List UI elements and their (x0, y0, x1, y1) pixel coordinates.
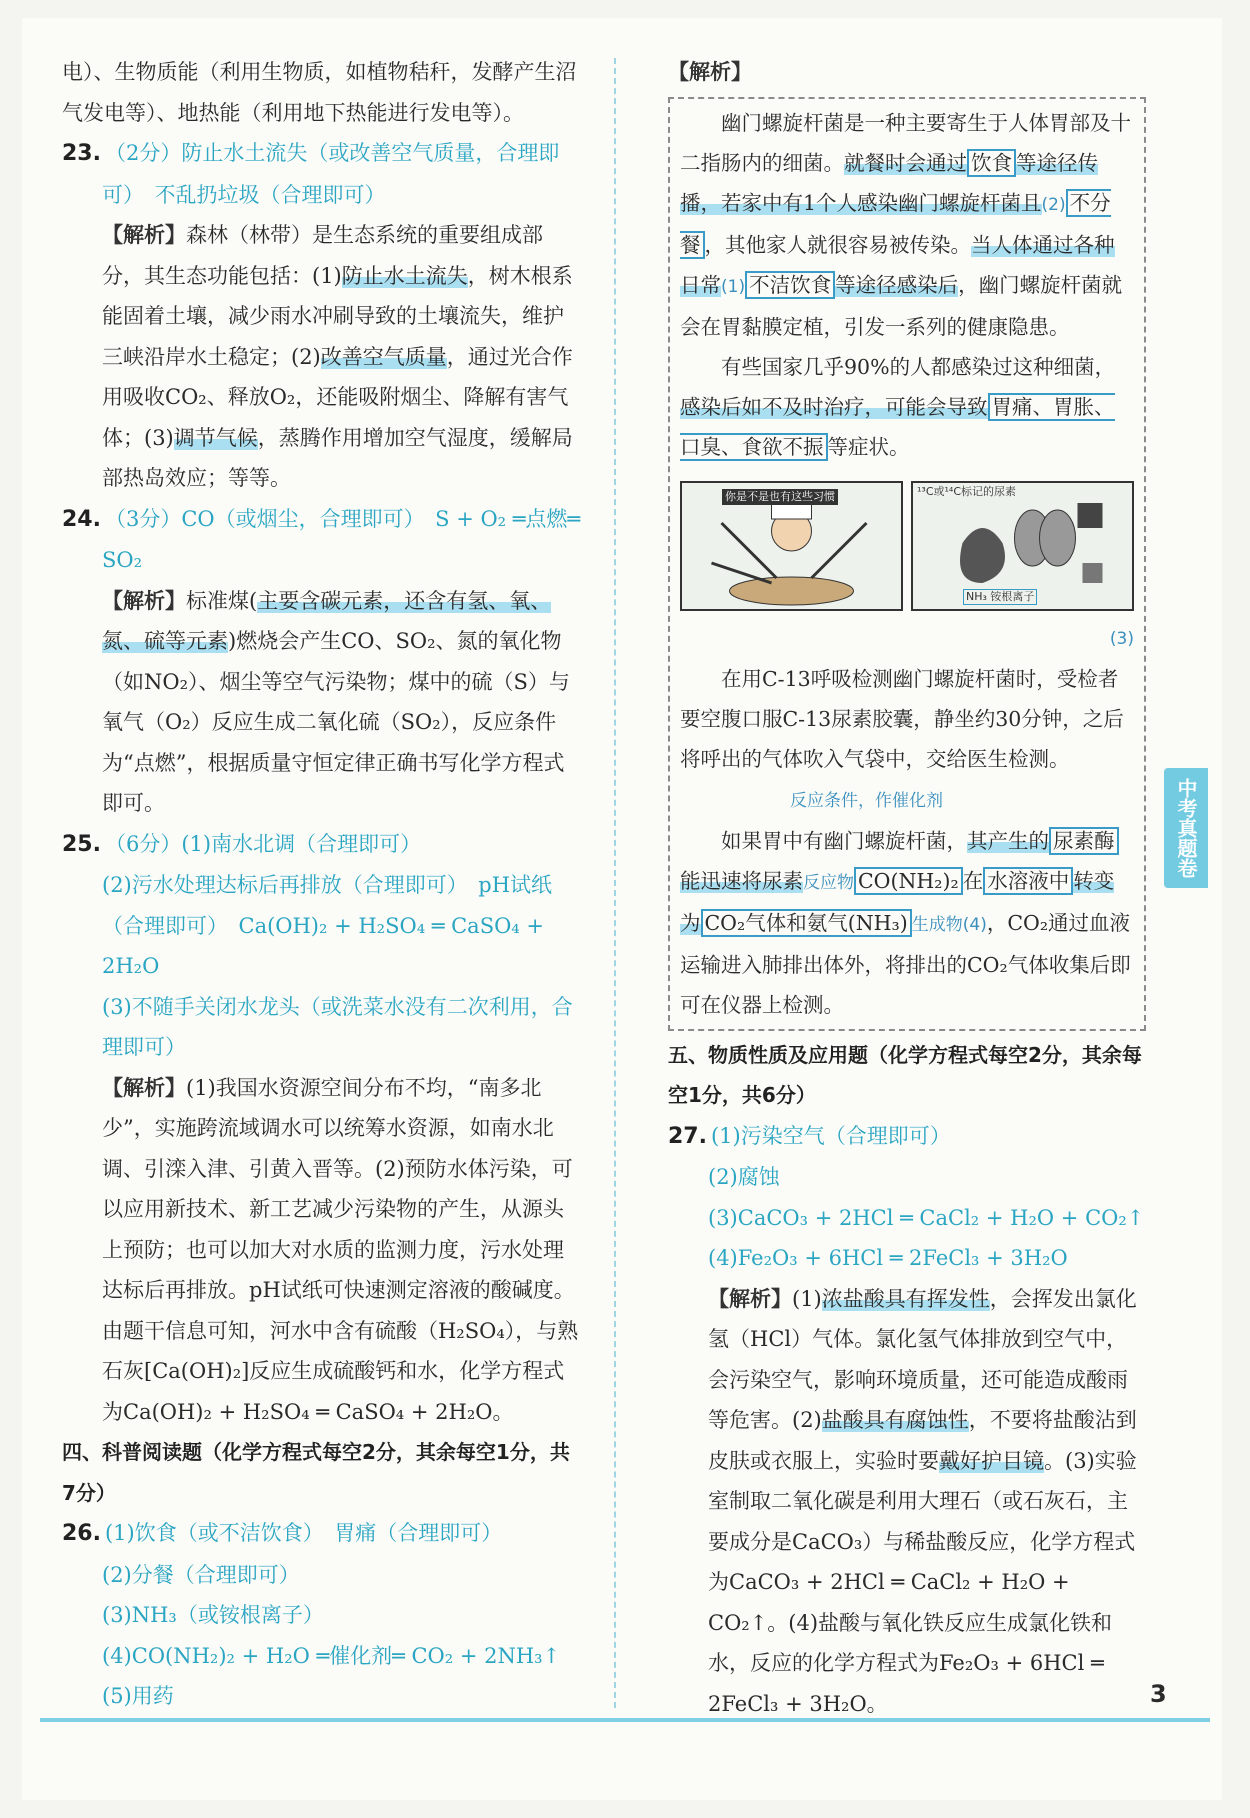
section-5-heading: 五、物质性质及应用题（化学方程式每空2分，其余每空1分，共6分） (668, 1042, 1142, 1107)
q22-tail: 电）、生物质能（利用生物质，如植物秸秆，发酵产生沼气发电等）、地热能（利用地下热能进行发电等）。 (62, 60, 577, 125)
q26-answer-5: (5)用药 (102, 1684, 174, 1708)
passage-para-1: 幽门螺旋杆菌是一种主要寄生于人体胃部及十二指肠内的细菌。就餐时会通过 饮食 等途径传播，若家中有1个人感染幽门螺旋杆菌且(2) 不分餐 ，其他家人就很容易被传染。当人体通过各种日常(1) 不洁饮食 等途径感染后，幽门螺旋杆菌就会在胃黏膜定植，引发一系列的健康隐患。 (680, 110, 1131, 339)
q27-answer-1: 27. (1)污染空气（合理即可） (668, 1123, 951, 1149)
section-4-heading: 四、科普阅读题（化学方程式每空2分，其余每空1分，共7分） (62, 1440, 570, 1505)
reading-passage (668, 97, 1146, 1031)
q25-answer-1: 25. （6分）(1)南水北调（合理即可） (62, 831, 422, 857)
left-column (62, 52, 582, 1717)
q26-answer-3: (3)NH₃（或铵根离子） (102, 1603, 324, 1627)
illustration-breath-test: ¹³C或¹⁴C标记的尿素 NH₃ 铵根离子 (911, 481, 1134, 611)
q25-answer-2: (2)污水处理达标后再排放（合理即可） pH试纸（合理即可） Ca(OH)₂ + H₂SO₄ ═ CaSO₄ + 2H₂O (102, 873, 553, 978)
q25-explanation: 【解析】(1)我国水资源空间分布不均，“南多北少”，实施跨流域调水可以统筹水资源，如南水北调、引滦入津、引黄入晋等。(2)预防水体污染，可以应用新技术、新工艺减少污染物的产生，从源头上预防；也可以加大对水质的监测力度，污水处理达标后再排放。pH试纸可快速测定溶液的酸碱度。由题干信息可知，河水中含有硫酸（H₂SO₄），与熟石灰[Ca(OH)₂]反应生成硫酸钙和水，化学方程式为Ca(OH)₂ + H₂SO₄ ═ CaSO₄ + 2H₂O。 (102, 1074, 579, 1424)
q26-answer-2: (2)分餐（合理即可） (102, 1562, 300, 1587)
passage-para-4: 如果胃中有幽门螺旋杆菌，其产生的 尿素酶能迅速将尿素反应物 CO(NH₂)₂ 在 水溶液中 转变为 CO₂气体和氨气(NH₃) 生成物(4)，CO₂通过血液运输进入肺排出体外，将排出的CO₂气体收集后即可在仪器上检测。 (680, 828, 1131, 1017)
column-divider (614, 58, 616, 1708)
q24-answer: 24. （3分）CO（或烟尘，合理即可） S + O₂ ═点燃═ SO₂ (62, 506, 581, 572)
q26-answer-4: (4)CO(NH₂)₂ + H₂O ═催化剂═ CO₂ + 2NH₃↑ (102, 1643, 561, 1668)
passage-annotation-row: 反应条件，作催化剂 (790, 790, 943, 811)
side-tab: 中考真题卷 (1164, 768, 1208, 888)
illustration-shared-meal: 你是不是也有这些习惯 (680, 481, 903, 611)
passage-para-3: 在用C-13呼吸检测幽门螺旋杆菌时，受检者要空腹口服C-13尿素胶囊，静坐约30分钟，之后将呼出的气体吹入气袋中，交给医生检测。 (680, 666, 1124, 771)
illustrations (680, 481, 1134, 611)
illustration-mark: (3) (1109, 628, 1134, 649)
page-number: 3 (1150, 1680, 1167, 1708)
q27-answer-4: (4)Fe₂O₃ + 6HCl ═ 2FeCl₃ + 3H₂O (708, 1246, 1068, 1270)
q26-answer-1: 26. (1)饮食（或不洁饮食） 胃痛（合理即可） (62, 1521, 503, 1546)
passage-tag: 【解析】 (668, 59, 752, 84)
passage-para-2: 有些国家几乎90%的人都感染过这种细菌，感染后如不及时治疗，可能会导致 胃痛、胃胀、口臭、食欲不振 等症状。 (680, 354, 1116, 459)
q24-explanation: 【解析】标准煤(主要含碳元素，还含有氢、氧、氮、硫等元素)燃烧会产生CO、SO₂、氮的氧化物（如NO₂）、烟尘等空气污染物；煤中的硫（S）与氧气（O₂）反应生成二氧化硫（SO₂），反应条件为“点燃”，根据质量守恒定律正确书写化学方程式即可。 (102, 587, 570, 815)
q27-explanation: 【解析】(1)浓盐酸具有挥发性，会挥发出氯化氢（HCl）气体。氯化氢气体排放到空气中，会污染空气，影响环境质量，还可能造成酸雨等危害。(2)盐酸具有腐蚀性，不要将盐酸沾到皮肤或衣服上，实验时要戴好护目镜。(3)实验室制取二氧化碳是利用大理石（或石灰石，主要成分是CaCO₃）与稀盐酸反应，化学方程式为CaCO₃ + 2HCl ═ CaCl₂ + H₂O + CO₂↑。(4)盐酸与氧化铁反应生成氯化铁和水，反应的化学方程式为Fe₂O₃ + 6HCl ═ 2FeCl₃ + 3H₂O。 (708, 1285, 1137, 1716)
bottom-rule (40, 1718, 1210, 1722)
q27-answer-3: (3)CaCO₃ + 2HCl ═ CaCl₂ + H₂O + CO₂↑ (708, 1205, 1145, 1230)
q23-explanation: 【解析】森林（林带）是生态系统的重要组成部分，其生态功能包括：(1)防止水土流失，树木根系能固着土壤，减少雨水冲刷导致的土壤流失，维护三峡沿岸水土稳定；(2)改善空气质量，通过光合作用吸收CO₂、释放O₂，还能吸附烟尘、降解有害气体；(3)调节气候，蒸腾作用增加空气湿度，缓解局部热岛效应；等等。 (102, 222, 573, 490)
right-column (668, 52, 1146, 1724)
q25-answer-3: (3)不随手关闭水龙头（或洗菜水没有二次利用，合理即可） (102, 994, 573, 1059)
q27-answer-2: (2)腐蚀 (708, 1165, 780, 1189)
q23-answer: 23. （2分）防止水土流失（或改善空气质量，合理即可） 不乱扔垃圾（合理即可） (62, 141, 560, 207)
